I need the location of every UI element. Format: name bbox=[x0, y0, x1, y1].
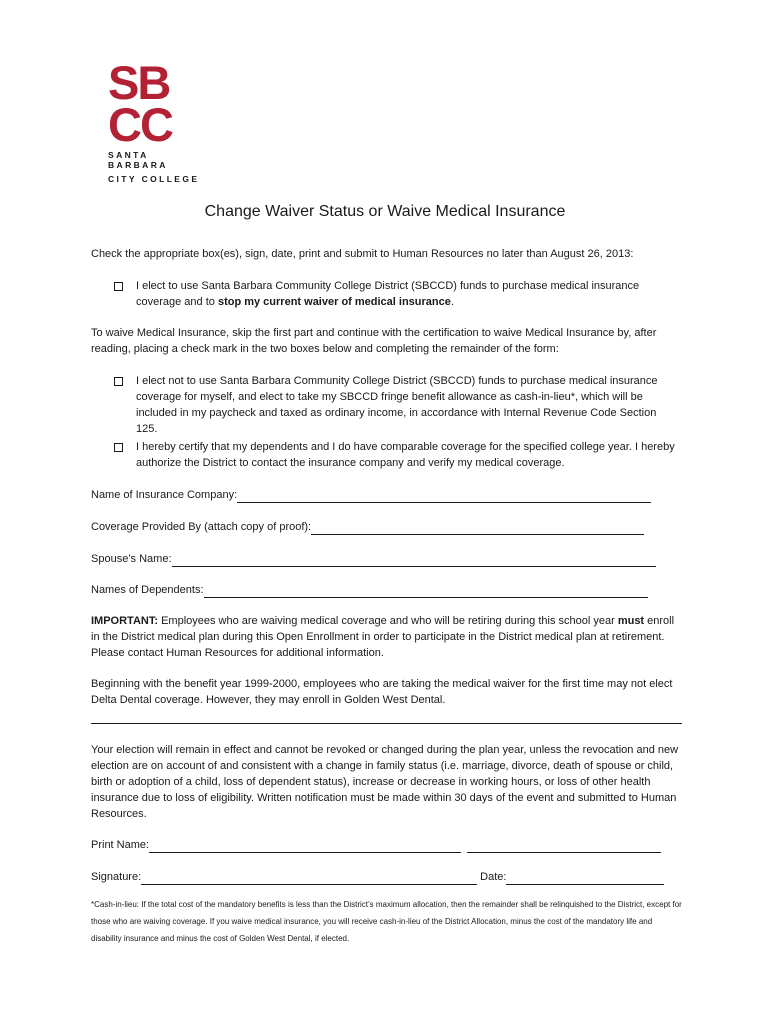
option-stop-waiver-text-b: . bbox=[450, 296, 454, 308]
spouse-name-label: Spouse’s Name: bbox=[91, 553, 172, 565]
instructions-text: Check the appropriate box(es), sign, date, print and submit to Human Resources no later than August 26, 2013: bbox=[91, 248, 634, 260]
logo-letters-bottom: CC bbox=[108, 98, 172, 151]
election-text: Your election will remain in effect and cannot be revoked or changed during the plan year, unless the revocation and new election are on account of and consistent with a change in family status (i.e. marriage, divorce, death of spouse or child, birth or adoption of a child, loss of dependent status), increase or decrease in working hours, or loss of other health insurance due to loss of eligibility. Written notification must be made within 30 days of the event and submitted to Human Resources. bbox=[91, 744, 679, 820]
signature-input[interactable] bbox=[141, 872, 477, 885]
option-certify-coverage-text: I hereby certify that my dependents and I do have comparable coverage for the specified college year. I hereby authorize the District to contact the insurance company and verify my medical coverage. bbox=[136, 441, 675, 469]
important-text-b: enroll in the District medical plan during this Open Enrollment in order to participate in the District medical plan at retirement. Please contact Human Resources for additional information. bbox=[91, 615, 675, 659]
coverage-provided-field bbox=[91, 519, 644, 535]
important-label: IMPORTANT: bbox=[91, 615, 159, 627]
insurance-company-label: Name of Insurance Company: bbox=[91, 489, 238, 501]
form-title: Change Waiver Status or Waive Medical Insurance bbox=[204, 203, 566, 220]
cash-in-lieu-footnote: *Cash-in-lieu: If the total cost of the mandatory benefits is less than the District’s maximum allocation, then the remainder shall be relinquished to the District, except for those who are waiving coverage. If you waive medical insurance, you will receive cash-in-lieu of the District Allocation, minus the cost of the mandatory life and disability insurance and minus the cost of Golden West Dental, if elected. bbox=[91, 900, 682, 943]
coverage-provided-input[interactable] bbox=[311, 522, 644, 535]
dependents-field bbox=[91, 582, 648, 598]
important-text-a: Employees who are waiving medical coverage and who will be retiring during this school year bbox=[158, 615, 618, 627]
print-name-field bbox=[91, 837, 661, 853]
print-name-extra-input[interactable] bbox=[467, 840, 661, 853]
signature-field bbox=[91, 869, 664, 885]
insurance-company-input[interactable] bbox=[237, 490, 651, 503]
option-waive-cash-text: I elect not to use Santa Barbara Community College District (SBCCD) funds to purchase medical insurance coverage for myself, and elect to take my SBCCD fringe benefit allowance as cash-in-lieu*, which will be included in my paycheck and taxed as ordinary income, in accordance with Internal Revenue Code Section 125. bbox=[136, 375, 658, 435]
sbcc-logo bbox=[108, 56, 208, 184]
waive-cash-checkbox[interactable] bbox=[114, 377, 123, 386]
option-stop-waiver-bold: stop my current waiver of medical insurance bbox=[217, 296, 451, 308]
spouse-name-field bbox=[91, 551, 656, 567]
logo-subtitle-2: CITY COLLEGE bbox=[108, 174, 200, 184]
coverage-provided-label: Coverage Provided By (attach copy of proof): bbox=[91, 521, 312, 533]
important-bold: must bbox=[617, 615, 645, 627]
signature-label: Signature: bbox=[91, 871, 142, 883]
section-divider bbox=[91, 723, 682, 724]
dependents-label: Names of Dependents: bbox=[91, 584, 204, 596]
print-name-input[interactable] bbox=[149, 840, 461, 853]
insurance-company-field bbox=[91, 487, 651, 503]
date-label: Date: bbox=[480, 871, 507, 883]
date-input[interactable] bbox=[506, 872, 664, 885]
waive-intro-text: To waive Medical Insurance, skip the first part and continue with the certification to waive Medical Insurance by, after reading, placing a check mark in the two boxes below and completing the remainder of the form: bbox=[91, 327, 657, 355]
dependents-input[interactable] bbox=[204, 585, 648, 598]
benefit-year-text: Beginning with the benefit year 1999-2000, employees who are taking the medical waiver for the first time may not elect Delta Dental coverage. However, they may enroll in Golden West Dental. bbox=[91, 678, 673, 706]
option-stop-waiver bbox=[114, 278, 680, 310]
important-notice bbox=[91, 613, 681, 661]
print-name-label: Print Name: bbox=[91, 839, 150, 851]
spouse-name-input[interactable] bbox=[172, 554, 656, 567]
option-certify-coverage bbox=[114, 439, 680, 471]
option-stop-waiver-text-a: I elect to use Santa Barbara Community College District (SBCCD) funds to purchase medical insurance coverage and to bbox=[136, 280, 640, 308]
option-waive-cash bbox=[114, 373, 680, 437]
logo-letters-top: SB bbox=[108, 56, 170, 109]
stop-waiver-checkbox[interactable] bbox=[114, 282, 123, 291]
option-stop-waiver-text bbox=[136, 278, 680, 310]
certify-coverage-checkbox[interactable] bbox=[114, 443, 123, 452]
logo-subtitle-1: SANTA BARBARA bbox=[108, 150, 168, 170]
